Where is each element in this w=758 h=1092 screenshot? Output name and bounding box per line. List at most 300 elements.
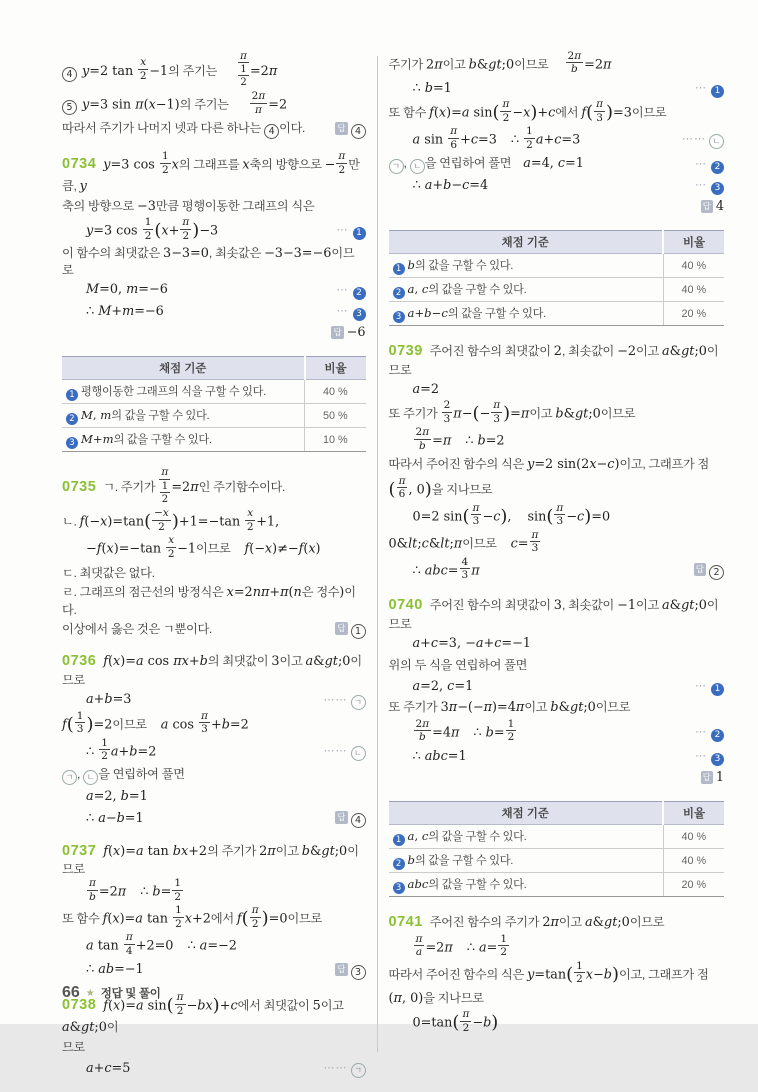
math-expression: +1, — [256, 514, 280, 529]
solution-line — [62, 49, 366, 91]
solution-line — [62, 879, 366, 905]
grading-row — [389, 302, 724, 326]
paren: ) — [530, 102, 538, 124]
ratio-cell: 40 % — [663, 278, 724, 302]
grading-criteria-table — [62, 356, 366, 452]
text: 위의 두 식을 연립하여 풀면 — [388, 657, 528, 672]
solution-line — [62, 468, 366, 507]
math-expression: (π, 0) — [388, 990, 424, 1006]
text: 이고, 그래프가 점 — [619, 457, 710, 472]
fraction: $\frac{\pi}{6}$ — [450, 125, 458, 151]
fraction: $\frac{1}{2}$ — [175, 904, 182, 930]
problem-0735 — [62, 468, 366, 639]
text: 을 지나므로 — [423, 990, 484, 1005]
fraction: $\frac{\pi}{b}$ — [89, 877, 96, 903]
solution-line — [389, 455, 724, 475]
dot-leader: ⋯⋯ — [323, 744, 348, 757]
text: 이고 — [635, 598, 663, 613]
solution-line — [62, 787, 366, 807]
paren: ( — [241, 908, 249, 930]
math-expression: y — [79, 178, 87, 194]
math-expression: 3 — [271, 654, 280, 670]
text: 을 연립하여 풀면 — [98, 767, 185, 782]
problem-number: 0737 — [62, 842, 97, 859]
math-expression: a&gt;0 — [662, 598, 707, 614]
math-expression: a&gt;0 — [662, 344, 707, 359]
math-expression: =2π — [98, 884, 127, 900]
math-expression: −3 — [199, 223, 219, 239]
paren: ) — [192, 219, 200, 241]
paren: ( — [452, 1012, 460, 1034]
fraction: $\frac{\pi}{3}$ — [531, 528, 539, 555]
ratio-cell: 50 % — [305, 404, 366, 428]
solution-line — [389, 342, 724, 378]
step-badge: 3 — [66, 437, 78, 449]
math-expression: ∴ a= — [466, 939, 498, 955]
math-expression: x−b — [585, 966, 612, 982]
text: ㄹ. 그래프의 점근선의 방정식은 — [62, 585, 227, 600]
fraction: $\frac{2}{3}$ — [443, 399, 451, 425]
dot-leader: ⋯ — [336, 305, 349, 318]
paren: ) — [491, 1012, 499, 1034]
math-expression: 2π — [542, 915, 559, 931]
paren: ( — [166, 995, 174, 1017]
math-expression: f(−x)=tan — [79, 514, 145, 529]
text: 이다. — [62, 585, 356, 617]
math-expression: ∴ b= — [140, 884, 172, 900]
footer-title: 정답 및 풀이 — [100, 988, 161, 1000]
fraction: $\frac{1}{2}$ — [507, 717, 515, 744]
solution-line — [389, 717, 724, 746]
line-right-marker — [689, 176, 724, 195]
paren: ( — [492, 102, 500, 124]
two-column-layout — [62, 50, 724, 1092]
math-expression: x — [242, 157, 250, 173]
math-expression: +c — [537, 105, 556, 121]
text: 이고 — [524, 700, 551, 715]
paren: ( — [566, 963, 574, 985]
math-expression: −1 — [177, 541, 197, 556]
grading-row — [62, 404, 366, 428]
line-right-marker — [325, 324, 365, 341]
text: 이므로 — [62, 654, 362, 688]
fraction: $\frac{1}{2}$ — [174, 877, 182, 903]
math-expression: , 0 — [408, 481, 425, 497]
solution-line — [62, 119, 366, 139]
paren: ) — [212, 995, 220, 1017]
text: 의 주기는 — [179, 97, 229, 112]
math-expression: ∴ — [510, 132, 524, 148]
text: , — [403, 155, 410, 170]
circled-number: 5 — [62, 100, 77, 115]
line-right-marker — [318, 1059, 366, 1078]
math-expression: a+b=2 — [110, 743, 157, 759]
circled-number: 4 — [351, 124, 366, 139]
math-expression: 2 — [553, 344, 562, 359]
math-expression: x=2nπ+π( — [226, 585, 294, 601]
problem-number: 0741 — [388, 914, 423, 931]
line-right-marker — [689, 747, 724, 766]
math-expression: b&gt;0 — [550, 700, 596, 716]
text: 이고 — [279, 654, 306, 669]
fraction: $\frac{-x}{2}$ — [154, 506, 169, 533]
math-expression: ∴ abc= — [412, 562, 459, 578]
fraction: $\frac{2\pi}{\pi}$ — [251, 90, 266, 116]
math-expression: 0&lt;c&lt;π — [388, 535, 463, 551]
answer-icon: 답 — [695, 563, 704, 574]
step-badge: 1 — [711, 683, 724, 696]
text: 이므로 — [388, 344, 719, 377]
text: 이고, 그래프가 점 — [618, 966, 709, 981]
math-expression: M, m — [81, 407, 112, 422]
math-expression: +c=3 — [460, 132, 497, 148]
text: , 최솟값이 — [561, 598, 618, 613]
criteria-header: 채점 기준 — [389, 802, 663, 825]
ratio-cell: 20 % — [663, 302, 724, 326]
dot-leader: ⋯ — [336, 224, 349, 237]
line-right-marker — [331, 221, 366, 240]
ratio-header: 비율 — [663, 231, 724, 254]
solution-continued — [388, 49, 724, 218]
math-expression: x — [171, 157, 179, 173]
step-badge: 3 — [711, 182, 724, 195]
math-expression: +c — [219, 998, 238, 1014]
criteria-header: 채점 기준 — [389, 231, 663, 254]
column-divider — [377, 56, 378, 1052]
criteria-cell — [62, 428, 305, 452]
solution-line — [389, 698, 724, 718]
text: 이고 — [275, 843, 302, 858]
answer-icon: 답 — [337, 812, 346, 823]
fraction: $\frac{x}{2}$ — [167, 533, 175, 560]
math-expression: π− — [453, 406, 473, 422]
math-expression: 0=2 sin — [412, 508, 463, 524]
math-expression: a&gt;0 — [62, 1019, 107, 1035]
fraction: $\frac{\pi}{\frac{1}{2}}$ — [240, 49, 247, 89]
problem-0741 — [389, 913, 724, 1036]
math-expression: +2=0 — [135, 938, 174, 954]
math-expression: b — [407, 852, 415, 867]
solution-line — [62, 584, 366, 618]
fraction: $\frac{2\pi}{b}$ — [567, 49, 582, 76]
solution-line — [62, 690, 366, 710]
solution-line — [62, 1059, 366, 1079]
math-expression: =2π — [249, 63, 278, 79]
math-expression: ∴ — [86, 743, 99, 759]
dot-leader: ⋯ — [336, 283, 349, 296]
equation-ref-mark: ㄱ — [351, 695, 366, 710]
dot-leader: ⋯ — [695, 750, 707, 763]
problem-number: 0736 — [62, 653, 97, 670]
math-expression: 3π−(−π)=4π — [440, 700, 525, 716]
answer-icon: 답 — [702, 201, 711, 212]
answer-icon: 답 — [702, 772, 711, 783]
text: 이고 — [635, 344, 663, 358]
math-expression: −3 — [137, 198, 156, 214]
text: 에서 — [210, 911, 237, 926]
text: 이므로 — [462, 535, 497, 550]
problem-0740 — [389, 596, 724, 788]
paren: ( — [144, 510, 152, 532]
ratio-cell: 10 % — [305, 428, 366, 452]
ratio-cell: 20 % — [663, 873, 724, 897]
paren: ) — [606, 102, 614, 124]
problem-0739 — [389, 342, 724, 583]
paren: ) — [424, 478, 432, 500]
solution-line — [62, 619, 366, 639]
fraction: $\frac{1}{2}$ — [101, 736, 108, 763]
solution-line — [389, 197, 724, 217]
solution-line — [389, 154, 724, 174]
text: 따라서 주기가 나머지 넷과 다른 하나는 — [62, 120, 265, 135]
text: 이고 — [529, 406, 556, 421]
step-badge: 2 — [353, 287, 366, 300]
text: 이 — [106, 1019, 119, 1034]
math-expression: +1=−tan — [178, 514, 241, 529]
paren: ) — [584, 505, 592, 527]
math-expression: f(−x)≠−f(x) — [244, 541, 321, 556]
math-expression: −x — [512, 105, 531, 121]
circled-number: 4 — [62, 67, 77, 82]
math-expression: b&gt;0 — [468, 56, 515, 72]
math-expression: y=tan — [527, 966, 567, 982]
grading-row — [62, 380, 366, 404]
math-expression: a, c — [407, 828, 429, 843]
math-expression: y=3 cos — [103, 157, 155, 173]
math-expression: 1 — [715, 770, 724, 786]
paren: ) — [261, 908, 269, 930]
text: 이므로 — [629, 915, 665, 930]
math-expression: f(x)=a tan bx+2 — [103, 843, 208, 859]
step-badge: 2 — [66, 413, 78, 425]
math-expression: − — [479, 406, 491, 422]
math-expression: ) — [339, 585, 345, 601]
grading-row — [389, 873, 724, 897]
math-expression: c= — [510, 535, 529, 551]
line-right-marker — [689, 155, 724, 174]
fraction: $\frac{2\pi}{b}$ — [415, 426, 430, 452]
fraction: $\frac{\pi}{a}$ — [415, 932, 423, 959]
text: 이고 — [320, 998, 344, 1013]
text: 의 값을 구할 수 있다. — [414, 854, 514, 867]
solution-line — [389, 989, 724, 1009]
solution-line — [389, 380, 724, 400]
grading-row — [389, 278, 724, 302]
text: ㄱ. 주기가 — [103, 480, 159, 495]
math-expression: ∴ b= — [473, 724, 505, 740]
math-expression: a+b=3 — [86, 692, 132, 708]
problem-number: 0740 — [388, 597, 423, 614]
solution-line — [388, 959, 724, 988]
fraction: $\frac{1}{2}$ — [576, 959, 583, 986]
math-expression: =π — [432, 433, 452, 449]
fraction: $\frac{1}{2}$ — [144, 215, 152, 242]
fraction: $\frac{x}{2}$ — [246, 506, 254, 533]
solution-line — [62, 809, 366, 829]
math-expression: y=2 tan — [82, 63, 134, 79]
problem-0738 — [62, 993, 366, 1079]
dot-leader: ⋯⋯ — [323, 693, 348, 706]
fraction: $\frac{\pi}{2}$ — [176, 991, 184, 1017]
text: 주어진 함수의 주기가 — [429, 915, 543, 930]
math-expression: ∴ ab=−1 — [86, 962, 144, 978]
criteria-cell — [389, 825, 663, 849]
math-expression: a+c=3, −a+c=−1 — [412, 635, 531, 651]
solution-line — [388, 49, 724, 78]
text: 만큼 평행이동한 그래프의 식은 — [155, 198, 315, 213]
equation-ref-mark: ㄴ — [410, 159, 425, 174]
text: 또 주기가 — [388, 700, 441, 715]
fraction: $\frac{\pi}{\frac{1}{2}}$ — [161, 466, 169, 506]
line-right-marker — [318, 742, 366, 761]
line-right-marker — [689, 723, 724, 742]
math-expression: ∴ b=1 — [412, 80, 452, 96]
grading-criteria-table — [389, 801, 724, 897]
math-expression: f(x)=a sin — [429, 105, 493, 121]
paren: ( — [546, 505, 554, 527]
text: 이므로 — [62, 245, 355, 278]
equation-ref-mark: ㄴ — [83, 770, 98, 785]
step-badge: 3 — [393, 311, 405, 323]
text: 주기가 — [388, 56, 427, 71]
circled-number: 1 — [351, 624, 366, 639]
math-expression: −1 — [617, 598, 636, 614]
dot-leader: ⋯ — [695, 157, 707, 170]
solution-line — [389, 768, 724, 788]
line-right-marker — [688, 561, 724, 580]
grading-row — [62, 428, 366, 452]
page-footer — [62, 984, 161, 1002]
line-right-marker — [331, 302, 366, 321]
grading-criteria-table — [389, 230, 724, 326]
step-badge: 3 — [393, 882, 405, 894]
line-right-marker — [689, 79, 724, 98]
text: 이므로 — [112, 716, 147, 731]
solution-line — [389, 127, 724, 153]
text: 이므로 — [514, 56, 549, 71]
dot-leader: ⋯⋯ — [682, 133, 706, 146]
math-expression: −6 — [346, 325, 366, 341]
math-expression: a+b−c — [407, 305, 448, 320]
text: 의 값을 구할 수 있다. — [428, 283, 527, 296]
math-expression: =2 — [93, 716, 113, 732]
solution-line — [62, 960, 366, 980]
circled-number: 3 — [351, 965, 366, 980]
criteria-cell — [62, 404, 305, 428]
solution-line — [62, 1037, 366, 1057]
math-expression: b&gt;0 — [555, 406, 601, 422]
line-right-marker — [676, 130, 724, 149]
math-expression: f — [236, 911, 242, 927]
fraction: $\frac{\pi}{3}$ — [596, 98, 603, 124]
dot-leader: ⋯ — [695, 680, 707, 693]
line-right-marker — [331, 281, 366, 300]
text: 이므로 — [600, 406, 636, 421]
math-expression: −b — [472, 1015, 492, 1031]
math-expression: f(x)=a cos πx+b — [103, 654, 208, 670]
text: 을 지나므로 — [431, 481, 493, 496]
grading-row — [389, 825, 724, 849]
text: , 최솟값이 — [561, 344, 618, 358]
criteria-header: 채점 기준 — [62, 357, 305, 380]
line-right-marker — [318, 691, 366, 710]
math-expression: a&gt;0 — [305, 654, 351, 670]
ratio-cell: 40 % — [305, 380, 366, 404]
answer-icon: 답 — [337, 622, 346, 633]
text: 의 값을 구할 수 있다. — [111, 409, 210, 422]
solution-line — [62, 766, 366, 786]
text: 평행이동한 그래프의 식을 구할 수 있다. — [81, 385, 266, 398]
paren: ) — [500, 505, 508, 527]
line-right-marker — [695, 769, 724, 786]
math-expression: +b=2 — [210, 716, 249, 732]
step-badge: 2 — [393, 858, 405, 870]
paren: ( — [66, 713, 74, 735]
problem-0734 — [62, 152, 366, 343]
fraction: $\frac{x}{2}$ — [139, 56, 147, 83]
solution-line — [62, 302, 366, 322]
paren: ( — [586, 102, 594, 124]
text: 또 함수 — [388, 105, 430, 120]
math-expression: 4 — [715, 199, 724, 215]
math-expression: −2 — [617, 344, 636, 359]
math-expression: =3 — [613, 105, 632, 121]
fraction: $\frac{\pi}{2}$ — [502, 98, 510, 124]
math-expression: a cos — [160, 716, 194, 732]
problem-0737 — [62, 842, 366, 981]
math-expression: n — [293, 585, 302, 601]
text: 에서 — [555, 105, 582, 120]
text: 을 연립하여 풀면 — [424, 155, 512, 170]
paren: ) — [86, 713, 94, 735]
text: 축의 방향으로 — [62, 198, 138, 213]
fraction: $\frac{1}{2}$ — [161, 150, 169, 176]
text: 은 정수 — [301, 585, 340, 600]
math-expression: −3−3=−6 — [264, 245, 332, 261]
math-expression: 3−3=0 — [163, 245, 209, 261]
step-badge: 1 — [353, 227, 366, 240]
fraction: $\frac{\pi}{2}$ — [462, 1008, 470, 1034]
math-expression: =2π — [425, 939, 453, 955]
math-expression: f(x)=a tan — [102, 911, 169, 927]
math-expression: y=3 sin π(x−1) — [82, 97, 180, 113]
math-expression: −c — [482, 508, 501, 524]
math-expression: a=2 — [412, 381, 440, 397]
problem-number: 0734 — [62, 156, 97, 173]
text: , — [77, 767, 84, 782]
math-expression: =2π — [171, 480, 199, 496]
problem-number: 0738 — [62, 997, 97, 1014]
fraction: $\frac{\pi}{2}$ — [338, 150, 346, 176]
text: 의 최댓값이 — [207, 654, 272, 669]
solution-line — [389, 932, 724, 961]
solution-line — [388, 474, 724, 503]
math-expression: ∴ abc=1 — [412, 748, 467, 764]
text: 이므로 — [595, 700, 631, 715]
text: 이므로 — [287, 911, 322, 926]
ratio-cell: 40 % — [663, 825, 724, 849]
line-right-marker — [695, 198, 724, 215]
solution-line — [389, 100, 724, 126]
text: 이므로 — [196, 541, 231, 555]
math-expression: =0 — [591, 508, 611, 524]
answer-icon: 답 — [337, 963, 346, 974]
math-expression: 2π — [426, 56, 443, 72]
page-number: 66 — [62, 984, 80, 1001]
criteria-cell — [389, 254, 663, 278]
solution-continued — [62, 49, 366, 140]
text: 이다. — [279, 120, 306, 135]
